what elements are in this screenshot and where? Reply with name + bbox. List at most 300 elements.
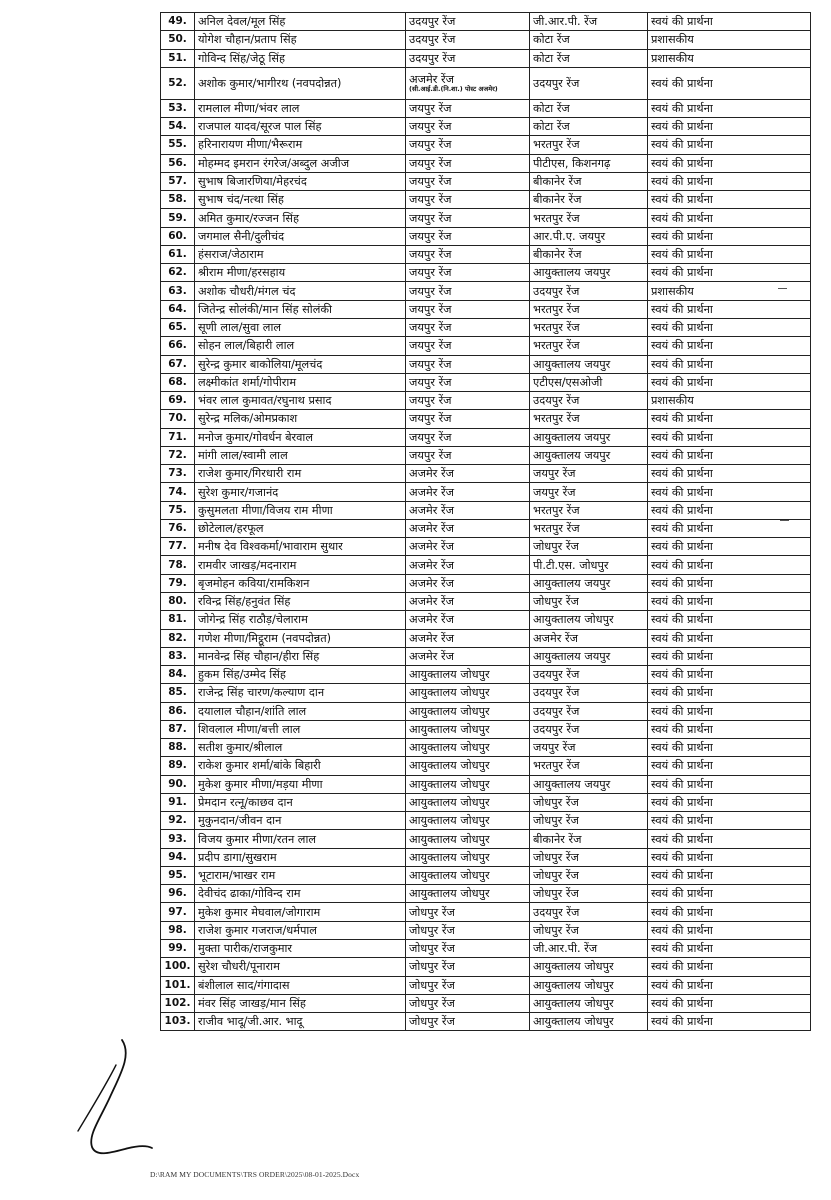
cell-text: विजय कुमार मीणा/रतन लाल — [198, 832, 317, 846]
table-row — [161, 647, 811, 665]
cell-text: जयपुर रेंज — [533, 467, 576, 481]
cell-text: जयपुर रेंज — [409, 248, 452, 262]
new-posting-cell — [530, 337, 648, 355]
reason-cell — [648, 647, 811, 665]
current-posting-cell — [406, 31, 530, 49]
cell-text: जोधपुर रेंज — [409, 978, 455, 992]
name-cell — [195, 666, 406, 684]
cell-text: अजमेर रेंज — [409, 576, 454, 590]
name-cell — [195, 793, 406, 811]
cell-text: जयपुर रेंज — [409, 156, 452, 170]
cell-text: जयपुर रेंज — [409, 101, 452, 115]
table-row — [161, 227, 811, 245]
serial-number-cell — [161, 519, 195, 537]
current-posting-cell — [406, 976, 530, 994]
table-row — [161, 99, 811, 117]
name-cell — [195, 355, 406, 373]
new-posting-cell — [530, 611, 648, 629]
cell-text: अनिल देवल/मूल सिंह — [198, 15, 286, 29]
cell-text: 93. — [168, 832, 187, 845]
cell-text: जयपुर रेंज — [409, 302, 452, 316]
reason-cell — [648, 318, 811, 336]
cell-text: आयुक्तालय जोधपुर — [533, 1015, 614, 1029]
reason-cell — [648, 191, 811, 209]
cell-text: जोधपुर रेंज — [409, 923, 455, 937]
cell-text: जोधपुर रेंज — [409, 996, 455, 1010]
table-row — [161, 13, 811, 31]
new-posting-cell — [530, 410, 648, 428]
cell-text: छोटेलाल/हरफूल — [198, 522, 264, 536]
serial-number-cell — [161, 866, 195, 884]
cell-text: 64. — [168, 302, 187, 315]
cell-text: स्वयं की प्रार्थना — [651, 777, 713, 791]
serial-number-cell — [161, 903, 195, 921]
cell-text: अजमेर रेंज — [409, 467, 454, 481]
reason-cell — [648, 812, 811, 830]
reason-cell — [648, 574, 811, 592]
new-posting-cell — [530, 282, 648, 300]
cell-text: भूटाराम/भाखर राम — [198, 869, 276, 883]
table-row — [161, 556, 811, 574]
serial-number-cell — [161, 976, 195, 994]
cell-text: जोधपुर रेंज — [533, 869, 579, 883]
cell-text: जोधपुर रेंज — [533, 850, 579, 864]
cell-text: स्वयं की प्रार्थना — [651, 193, 713, 207]
new-posting-cell — [530, 757, 648, 775]
table-row — [161, 118, 811, 136]
current-posting-cell — [406, 373, 530, 391]
cell-text: स्वयं की प्रार्थना — [651, 814, 713, 828]
name-cell — [195, 136, 406, 154]
cell-text: 66. — [168, 339, 187, 352]
cell-text: स्वयं की प्रार्थना — [651, 704, 713, 718]
new-posting-cell — [530, 556, 648, 574]
current-posting-cell — [406, 13, 530, 31]
cell-text: कोटा रेंज — [533, 120, 570, 134]
cell-text: 70. — [168, 412, 187, 425]
name-cell — [195, 245, 406, 263]
cell-text: 90. — [168, 777, 187, 790]
cell-text: उदयपुर रेंज — [533, 722, 580, 736]
new-posting-cell — [530, 519, 648, 537]
serial-number-cell — [161, 373, 195, 391]
reason-cell — [648, 885, 811, 903]
name-cell — [195, 958, 406, 976]
reason-cell — [648, 519, 811, 537]
cell-text: हंसराज/जेठाराम — [198, 248, 264, 262]
cell-text: गणेश मीणा/मिट्ठूराम (नवपदोन्नत) — [198, 631, 332, 645]
serial-number-cell — [161, 611, 195, 629]
serial-number-cell — [161, 793, 195, 811]
cell-text: अजमेर रेंज — [409, 649, 454, 663]
new-posting-cell — [530, 866, 648, 884]
cell-text: कोटा रेंज — [533, 33, 570, 47]
name-cell — [195, 154, 406, 172]
table-row — [161, 629, 811, 647]
new-posting-cell — [530, 720, 648, 738]
current-posting-cell — [406, 812, 530, 830]
name-cell — [195, 592, 406, 610]
serial-number-cell — [161, 99, 195, 117]
cell-text: जयपुर रेंज — [533, 485, 576, 499]
cell-text: 59. — [168, 211, 187, 224]
cell-text: स्वयं की प्रार्थना — [651, 942, 713, 956]
cell-text: बीकानेर रेंज — [533, 248, 582, 262]
table-row — [161, 428, 811, 446]
cell-text: 53. — [168, 101, 187, 114]
table-row — [161, 392, 811, 410]
cell-text: 54. — [168, 120, 187, 133]
table-row — [161, 885, 811, 903]
current-posting-cell — [406, 519, 530, 537]
name-cell — [195, 191, 406, 209]
cell-text: प्रशासकीय — [651, 394, 694, 408]
serial-number-cell — [161, 885, 195, 903]
new-posting-cell — [530, 538, 648, 556]
reason-cell — [648, 611, 811, 629]
table-row — [161, 49, 811, 67]
name-cell — [195, 556, 406, 574]
cell-text: जितेन्द्र सोलंकी/मान सिंह सोलंकी — [198, 302, 332, 316]
current-posting-cell — [406, 556, 530, 574]
reason-cell — [648, 392, 811, 410]
cell-text: स्वयं की प्रार्थना — [651, 923, 713, 937]
table-row — [161, 538, 811, 556]
current-posting-cell — [406, 739, 530, 757]
cell-text: सुरेन्द्र मलिक/ओमप्रकाश — [198, 412, 298, 426]
cell-text: जी.आर.पी. रेंज — [533, 15, 598, 29]
current-posting-cell — [406, 118, 530, 136]
cell-text: जयपुर रेंज — [409, 448, 452, 462]
cell-text: जोधपुर रेंज — [409, 905, 455, 919]
cell-text: जगमाल सैनी/दुलीचंद — [198, 229, 285, 243]
name-cell — [195, 300, 406, 318]
cell-text: 55. — [168, 138, 187, 151]
new-posting-cell — [530, 13, 648, 31]
table-row — [161, 410, 811, 428]
cell-text: भरतपुर रेंज — [533, 138, 580, 152]
name-cell — [195, 410, 406, 428]
table-row — [161, 355, 811, 373]
new-posting-cell — [530, 172, 648, 190]
cell-text: आयुक्तालय जोधपुर — [409, 796, 490, 810]
reason-cell — [648, 629, 811, 647]
table-row — [161, 793, 811, 811]
cell-text: आयुक्तालय जयपुर — [533, 649, 611, 663]
current-posting-cell — [406, 775, 530, 793]
cell-text: योगेश चौहान/प्रताप सिंह — [198, 33, 297, 47]
name-cell — [195, 99, 406, 117]
cell-text: स्वयं की प्रार्थना — [651, 905, 713, 919]
serial-number-cell — [161, 13, 195, 31]
cell-text: 77. — [168, 540, 187, 553]
cell-text: जयपुर रेंज — [409, 193, 452, 207]
current-posting-cell — [406, 793, 530, 811]
cell-text: 85. — [168, 686, 187, 699]
name-cell — [195, 994, 406, 1012]
current-posting-cell — [406, 866, 530, 884]
cell-text: मोहम्मद इमरान रंगरेज/अब्दुल अजीज — [198, 156, 350, 170]
name-cell — [195, 49, 406, 67]
serial-number-cell — [161, 647, 195, 665]
transfer-list-table — [160, 12, 811, 1031]
cell-text: 101. — [164, 978, 191, 991]
serial-number-cell — [161, 812, 195, 830]
table-row — [161, 1013, 811, 1031]
cell-text: स्वयं की प्रार्थना — [651, 796, 713, 810]
cell-text: जयपुर रेंज — [409, 284, 452, 298]
name-cell — [195, 921, 406, 939]
cell-text: उदयपुर रेंज — [533, 704, 580, 718]
current-posting-cell — [406, 318, 530, 336]
cell-text: स्वयं की प्रार्थना — [651, 430, 713, 444]
cell-text: राजपाल यादव/सूरज पाल सिंह — [198, 120, 322, 134]
new-posting-cell — [530, 300, 648, 318]
current-posting-cell — [406, 684, 530, 702]
current-posting-cell — [406, 410, 530, 428]
reason-cell — [648, 1013, 811, 1031]
new-posting-cell — [530, 136, 648, 154]
cell-text: सुरेश चौधरी/पूनाराम — [198, 960, 280, 974]
cell-text: स्वयं की प्रार्थना — [651, 978, 713, 992]
current-posting-cell — [406, 154, 530, 172]
cell-text: अजमेर रेंज — [409, 540, 454, 554]
reason-cell — [648, 49, 811, 67]
cell-text: कोटा रेंज — [533, 101, 570, 115]
cell-text: अजमेर रेंज — [409, 485, 454, 499]
new-posting-cell — [530, 940, 648, 958]
cell-text: उदयपुर रेंज — [533, 394, 580, 408]
new-posting-cell — [530, 209, 648, 227]
current-posting-cell — [406, 592, 530, 610]
cell-text: सुरेन्द्र कुमार बाकोलिया/मूलचंद — [198, 357, 323, 371]
cell-text: 74. — [168, 485, 187, 498]
serial-number-cell — [161, 245, 195, 263]
serial-number-cell — [161, 318, 195, 336]
reason-cell — [648, 866, 811, 884]
table-row — [161, 282, 811, 300]
cell-text: स्वयं की प्रार्थना — [651, 339, 713, 353]
cell-text: स्वयं की प्रार्थना — [651, 211, 713, 225]
name-cell — [195, 812, 406, 830]
name-cell — [195, 976, 406, 994]
cell-text: 100. — [164, 960, 191, 973]
new-posting-cell — [530, 392, 648, 410]
cell-text: 102. — [164, 996, 191, 1009]
reason-cell — [648, 994, 811, 1012]
table-row — [161, 154, 811, 172]
new-posting-cell — [530, 574, 648, 592]
name-cell — [195, 392, 406, 410]
cell-text: आयुक्तालय जोधपुर — [409, 777, 490, 791]
current-posting-cell — [406, 830, 530, 848]
cell-text: अमित कुमार/रज्जन सिंह — [198, 211, 300, 225]
cell-text: 94. — [168, 850, 187, 863]
new-posting-cell — [530, 99, 648, 117]
new-posting-cell — [530, 191, 648, 209]
current-posting-cell — [406, 227, 530, 245]
cell-text: पी.टी.एस. जोधपुर — [533, 558, 609, 572]
serial-number-cell — [161, 501, 195, 519]
cell-text: राकेश कुमार शर्मा/बांके बिहारी — [198, 759, 321, 773]
reason-cell — [648, 136, 811, 154]
new-posting-cell — [530, 483, 648, 501]
current-posting-cell — [406, 757, 530, 775]
cell-text: अजमेर रेंज — [409, 503, 454, 517]
cell-text: 89. — [168, 759, 187, 772]
cell-text: 50. — [168, 33, 187, 46]
cell-text: जयपुर रेंज — [409, 266, 452, 280]
name-cell — [195, 848, 406, 866]
name-cell — [195, 209, 406, 227]
table-row — [161, 245, 811, 263]
reason-cell — [648, 702, 811, 720]
cell-text: 73. — [168, 467, 187, 480]
reason-cell — [648, 373, 811, 391]
new-posting-cell — [530, 775, 648, 793]
new-posting-cell — [530, 501, 648, 519]
name-cell — [195, 373, 406, 391]
current-posting-cell — [406, 428, 530, 446]
new-posting-cell — [530, 355, 648, 373]
reason-cell — [648, 483, 811, 501]
cell-text: आयुक्तालय जयपुर — [533, 357, 611, 371]
current-posting-cell — [406, 446, 530, 464]
name-cell — [195, 172, 406, 190]
cell-text: 91. — [168, 796, 187, 809]
current-posting-cell — [406, 136, 530, 154]
cell-text: 80. — [168, 595, 187, 608]
cell-text: राजीव भादू/जी.आर. भादू — [198, 1015, 303, 1029]
reason-cell — [648, 264, 811, 282]
cell-text: जयपुर रेंज — [409, 394, 452, 408]
new-posting-cell — [530, 994, 648, 1012]
current-posting-cell — [406, 848, 530, 866]
table-row — [161, 940, 811, 958]
cell-text: राजेश कुमार गजराज/धर्मपाल — [198, 923, 317, 937]
cell-text: स्वयं की प्रार्थना — [651, 960, 713, 974]
cell-text: स्वयं की प्रार्थना — [651, 887, 713, 901]
table-row — [161, 666, 811, 684]
current-posting-cell — [406, 49, 530, 67]
cell-text: जयपुर रेंज — [409, 138, 452, 152]
table-row — [161, 191, 811, 209]
cell-text: 92. — [168, 814, 187, 827]
new-posting-cell — [530, 227, 648, 245]
serial-number-cell — [161, 410, 195, 428]
cell-text: स्वयं की प्रार्थना — [651, 156, 713, 170]
serial-number-cell — [161, 483, 195, 501]
name-cell — [195, 538, 406, 556]
table-row — [161, 830, 811, 848]
cell-text: भरतपुर रेंज — [533, 211, 580, 225]
cell-text: मानवेन्द्र सिंह चौहान/हीरा सिंह — [198, 649, 320, 663]
table-row — [161, 848, 811, 866]
cell-text: 81. — [168, 613, 187, 626]
name-cell — [195, 739, 406, 757]
cell-text: स्वयं की प्रार्थना — [651, 375, 713, 389]
cell-text: सतीश कुमार/श्रीलाल — [198, 741, 283, 755]
cell-text: जयपुर रेंज — [409, 412, 452, 426]
cell-text: 52. — [168, 76, 187, 89]
cell-text: जोधपुर रेंज — [533, 540, 579, 554]
current-posting-cell — [406, 300, 530, 318]
new-posting-cell — [530, 647, 648, 665]
name-cell — [195, 830, 406, 848]
new-posting-cell — [530, 31, 648, 49]
cell-text: स्वयं की प्रार्थना — [651, 576, 713, 590]
reason-cell — [648, 118, 811, 136]
new-posting-cell — [530, 666, 648, 684]
name-cell — [195, 318, 406, 336]
cell-text: आयुक्तालय जयपुर — [533, 777, 611, 791]
cell-text: 88. — [168, 741, 187, 754]
current-posting-cell — [406, 67, 530, 99]
cell-text: भरतपुर रेंज — [533, 522, 580, 536]
reason-cell — [648, 556, 811, 574]
name-cell — [195, 684, 406, 702]
cell-text: 75. — [168, 503, 187, 516]
cell-text: स्वयं की प्रार्थना — [651, 15, 713, 29]
current-posting-cell — [406, 172, 530, 190]
serial-number-cell — [161, 666, 195, 684]
serial-number-cell — [161, 446, 195, 464]
reason-cell — [648, 666, 811, 684]
table-row — [161, 264, 811, 282]
table-row — [161, 501, 811, 519]
serial-number-cell — [161, 465, 195, 483]
cell-text: कुसुमलता मीणा/विजय राम मीणा — [198, 503, 333, 517]
reason-cell — [648, 227, 811, 245]
cell-text: 78. — [168, 558, 187, 571]
cell-text: हरिनारायण मीणा/भैरूराम — [198, 138, 303, 152]
cell-text: 71. — [168, 430, 187, 443]
name-cell — [195, 1013, 406, 1031]
new-posting-cell — [530, 373, 648, 391]
cell-text: श्रीराम मीणा/हरसहाय — [198, 266, 286, 280]
current-posting-cell — [406, 940, 530, 958]
cell-text: भरतपुर रेंज — [533, 759, 580, 773]
cell-text: प्रशासकीय — [651, 284, 694, 298]
cell-text: रामवीर जाखड़/मदनाराम — [198, 558, 297, 572]
cell-text: 99. — [168, 942, 187, 955]
serial-number-cell — [161, 958, 195, 976]
serial-number-cell — [161, 300, 195, 318]
current-posting-cell — [406, 337, 530, 355]
serial-number-cell — [161, 830, 195, 848]
cell-text: हुकम सिंह/उम्मेद सिंह — [198, 668, 286, 682]
current-posting-cell — [406, 1013, 530, 1031]
current-posting-cell — [406, 611, 530, 629]
reason-cell — [648, 940, 811, 958]
cell-text: आयुक्तालय जोधपुर — [533, 960, 614, 974]
reason-cell — [648, 410, 811, 428]
cell-text: अजमेर रेंज — [409, 595, 454, 609]
cell-text: 97. — [168, 905, 187, 918]
cell-text: आयुक्तालय जोधपुर — [533, 613, 614, 627]
reason-cell — [648, 757, 811, 775]
serial-number-cell — [161, 739, 195, 757]
table-row — [161, 67, 811, 99]
serial-number-cell — [161, 172, 195, 190]
cell-text: अजमेर रेंज — [409, 631, 454, 645]
cell-text: उदयपुर रेंज — [409, 51, 456, 65]
serial-number-cell — [161, 629, 195, 647]
serial-number-cell — [161, 118, 195, 136]
table-row — [161, 976, 811, 994]
cell-text: गोविन्द सिंह/जेठू सिंह — [198, 51, 286, 65]
name-cell — [195, 574, 406, 592]
